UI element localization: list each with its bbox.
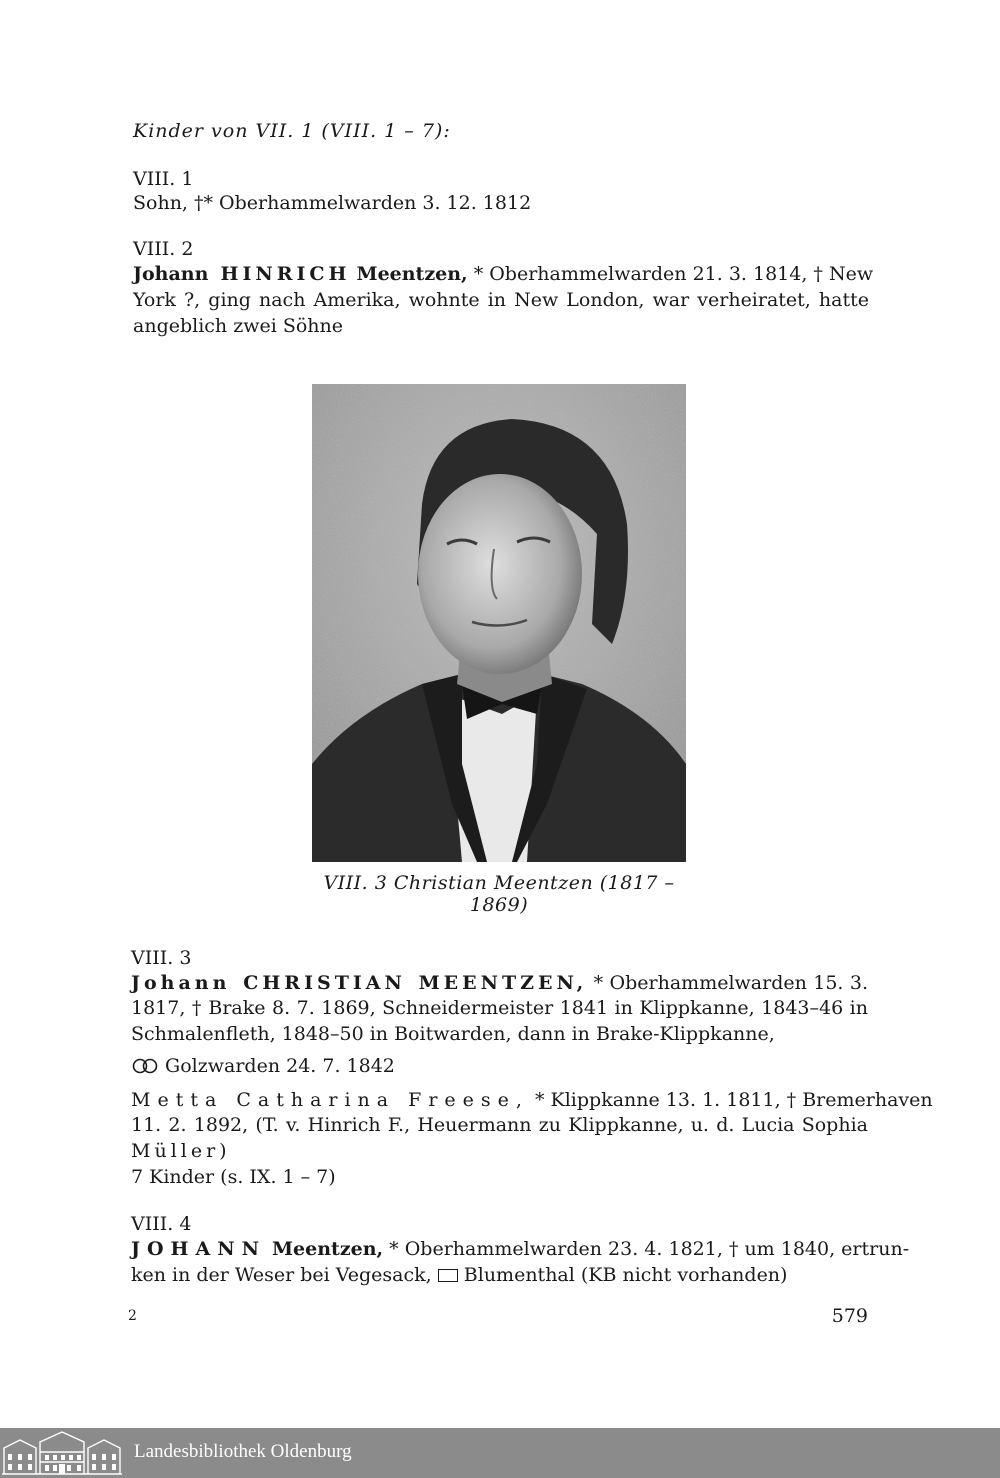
entry-text: JOHANN Meentzen, * Oberhammelwarden 23. 4. 1821, † um 1840, ertrun- — [131, 1238, 910, 1260]
signature-mark: 2 — [128, 1308, 137, 1324]
entry-number: VIII. 3 — [131, 947, 192, 969]
library-banner — [0, 1428, 1000, 1478]
entry-number: VIII. 2 — [133, 238, 194, 260]
entry-number: VIII. 4 — [131, 1213, 192, 1235]
portrait-photo — [312, 384, 686, 862]
person-name: Johann — [133, 263, 209, 285]
library-name[interactable]: Landesbibliothek Oldenburg — [134, 1441, 352, 1462]
person-name: CHRISTIAN — [243, 972, 406, 994]
entry-number: VIII. 1 — [133, 168, 194, 190]
entry-text: 11. 2. 1892, (T. v. Hinrich F., Heuermann zu Klippkanne, u. d. Lucia Sophia — [131, 1114, 868, 1136]
entry-text: Sohn, †* Oberhammelwarden 3. 12. 1812 — [133, 192, 532, 214]
section-heading: Kinder von VII. 1 (VIII. 1 – 7): — [133, 120, 451, 142]
entry-text: 1817, † Brake 8. 7. 1869, Schneidermeister 1841 in Klippkanne, 1843–46 in — [131, 997, 868, 1019]
entry-text: ken in der Weser bei Vegesack, Blumenthal (KB nicht vorhanden) — [131, 1264, 788, 1286]
library-building-icon — [0, 1428, 124, 1478]
entry-text: York ?, ging nach Amerika, wohnte in New London, war verheiratet, hatte — [133, 289, 869, 311]
person-name: JOHANN — [131, 1238, 266, 1260]
photo-caption: VIII. 3 Christian Meentzen (1817 – 1869) — [323, 872, 675, 916]
entry-text: Metta Catharina Freese, * Klippkanne 13. 1. 1811, † Bremerhaven — [131, 1089, 933, 1111]
person-name: Meentzen, — [272, 1238, 384, 1260]
person-name: HINRICH — [220, 263, 351, 285]
entry-text: angeblich zwei Söhne — [133, 315, 344, 337]
marriage-icon — [131, 1058, 159, 1074]
person-name: Meentzen, — [356, 263, 468, 285]
entry-text: Müller) — [131, 1140, 231, 1162]
entry-text: Johann CHRISTIAN MEENTZEN, * Oberhammelwarden 15. 3. — [131, 972, 868, 994]
entry-text: Johann HINRICH Meentzen, * Oberhammelwarden 21. 3. 1814, † New — [133, 263, 874, 285]
marriage-line: Golzwarden 24. 7. 1842 — [131, 1053, 395, 1079]
entry-text: Schmalenfleth, 1848–50 in Boitwarden, dann in Brake-Klippkanne, — [131, 1023, 775, 1045]
page-number: 579 — [831, 1305, 868, 1327]
person-name: MEENTZEN, — [418, 972, 588, 994]
person-name: Johann — [131, 972, 231, 994]
burial-icon — [438, 1269, 458, 1282]
entry-text: 7 Kinder (s. IX. 1 – 7) — [131, 1166, 336, 1188]
spouse-name: Metta Catharina Freese, — [131, 1089, 529, 1111]
